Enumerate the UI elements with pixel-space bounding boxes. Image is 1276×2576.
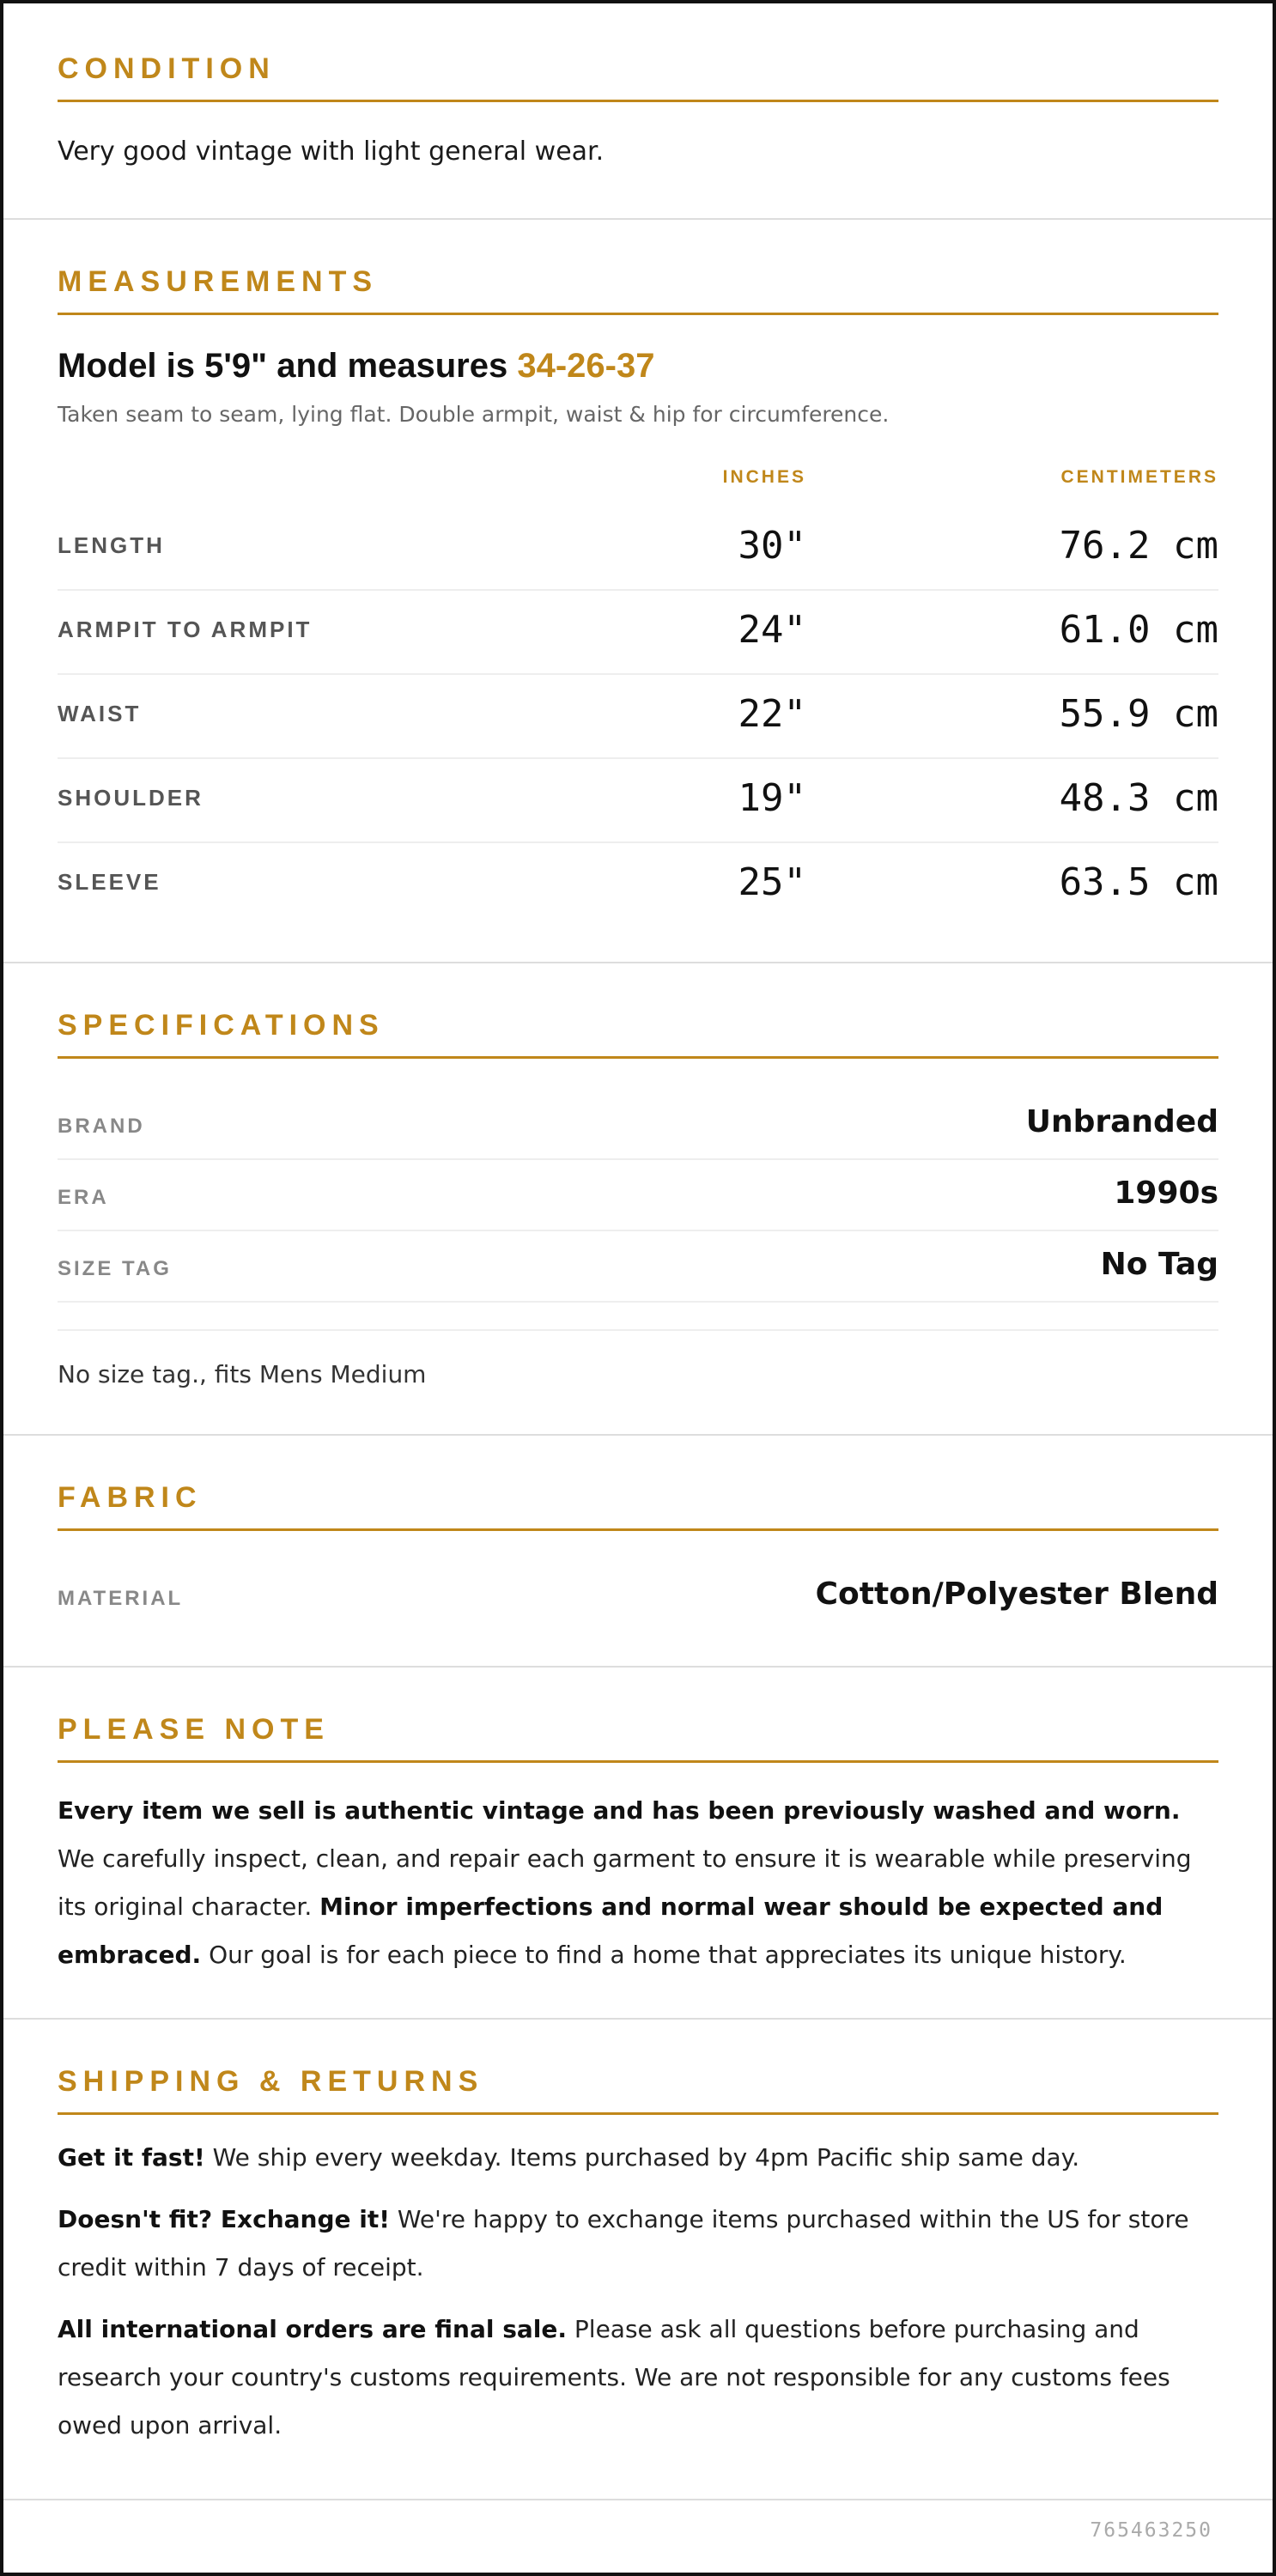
shipping-fast-text: We ship every weekday. Items purchased by 4pm Pacific ship same day.	[204, 2143, 1080, 2172]
measurement-label: SLEEVE	[58, 869, 161, 895]
measurement-inches: 19"	[738, 776, 806, 820]
please-note-paragraph	[58, 1787, 1218, 1979]
measurement-inches: 24"	[738, 608, 806, 652]
condition-text: Very good vintage with light general wear.	[58, 137, 605, 167]
size-note: No size tag., fits Mens Medium	[58, 1360, 427, 1388]
measurement-row-sleeve	[58, 843, 1218, 927]
spec-divider	[58, 1329, 1218, 1331]
shipping-heading: SHIPPING & RETURNS	[58, 2064, 1218, 2115]
measurement-label: WAIST	[58, 701, 142, 726]
fabric-label: MATERIAL	[58, 1587, 184, 1610]
shipping-fast-bold: Get it fast!	[58, 2143, 205, 2172]
measurement-centimeters: 63.5 cm	[1059, 860, 1218, 904]
please-note-bold-2: Minor imperfections and normal wear should be expected and embraced.	[58, 1893, 1164, 1969]
shipping-exchange-bold: Doesn't fit? Exchange it!	[58, 2205, 390, 2233]
specifications-heading: SPECIFICATIONS	[58, 1008, 1218, 1059]
measurement-note: Taken seam to seam, lying flat. Double armpit, waist & hip for circumference.	[58, 402, 890, 427]
please-note-text-2: Our goal is for each piece to find a home that appreciates its unique history.	[201, 1941, 1127, 1969]
measurement-inches: 25"	[738, 860, 806, 904]
spec-value: Unbranded	[1025, 1104, 1218, 1139]
measurement-label: SHOULDER	[58, 785, 204, 811]
column-header-inches: INCHES	[722, 467, 806, 487]
please-note-bold-1: Every item we sell is authentic vintage and has been previously washed and worn.	[58, 1796, 1181, 1825]
shipping-paragraph-international	[58, 2306, 1218, 2450]
shipping-international-bold: All international orders are final sale.	[58, 2315, 568, 2343]
measurement-row-waist	[58, 675, 1218, 759]
please-note-heading: PLEASE NOTE	[58, 1712, 1218, 1763]
measurement-inches: 30"	[738, 524, 806, 568]
please-note-text-1: We carefully inspect, clean, and repair each garment to ensure it is wearable while preserving its original character.	[58, 1844, 1192, 1921]
measurement-centimeters: 76.2 cm	[1059, 524, 1218, 568]
measurements-heading: MEASUREMENTS	[58, 264, 1218, 315]
spec-label: BRAND	[58, 1115, 145, 1138]
spec-value: 1990s	[1114, 1176, 1218, 1211]
spec-row-era	[58, 1160, 1218, 1231]
measurement-centimeters: 48.3 cm	[1059, 776, 1218, 820]
please-note-section	[3, 1668, 1273, 2020]
shipping-paragraph-fast	[58, 2134, 1218, 2182]
shipping-paragraph-exchange	[58, 2196, 1218, 2292]
shipping-exchange-text: We're happy to exchange items purchased within the US for store credit within 7 days of receipt.	[58, 2205, 1189, 2281]
fabric-row-material	[58, 1561, 1218, 1632]
fabric-value: Cotton/Polyester Blend	[815, 1577, 1218, 1612]
measurement-label: LENGTH	[58, 532, 165, 558]
spec-label: ERA	[58, 1186, 109, 1209]
specifications-section	[3, 963, 1273, 1436]
measurement-row-shoulder	[58, 759, 1218, 843]
shipping-international-text: Please ask all questions before purchasing and research your country's customs requirements. We are not responsible for any customs fees owed upon arrival.	[58, 2315, 1170, 2439]
measurement-row-length	[58, 507, 1218, 591]
measurements-section	[3, 220, 1273, 963]
model-measures-title	[58, 347, 654, 386]
shipping-section	[3, 2020, 1273, 2500]
spec-row-brand	[58, 1089, 1218, 1160]
fabric-section	[3, 1436, 1273, 1668]
spec-value: No Tag	[1100, 1247, 1218, 1282]
model-prefix: Model is 5'9" and measures	[58, 347, 518, 385]
measurement-inches: 22"	[738, 692, 806, 736]
item-id: 765463250	[1090, 2519, 1212, 2542]
spec-row-size-tag	[58, 1231, 1218, 1303]
model-measures-value: 34-26-37	[517, 347, 655, 385]
fabric-heading: FABRIC	[58, 1480, 1218, 1531]
condition-section	[3, 3, 1273, 220]
measurement-centimeters: 61.0 cm	[1059, 608, 1218, 652]
column-header-centimeters: CENTIMETERS	[1060, 467, 1218, 487]
measurement-centimeters: 55.9 cm	[1059, 692, 1218, 736]
measurement-row-armpit	[58, 591, 1218, 675]
measurement-label: ARMPIT TO ARMPIT	[58, 617, 313, 642]
condition-heading: CONDITION	[58, 52, 1218, 102]
spec-label: SIZE TAG	[58, 1257, 172, 1280]
